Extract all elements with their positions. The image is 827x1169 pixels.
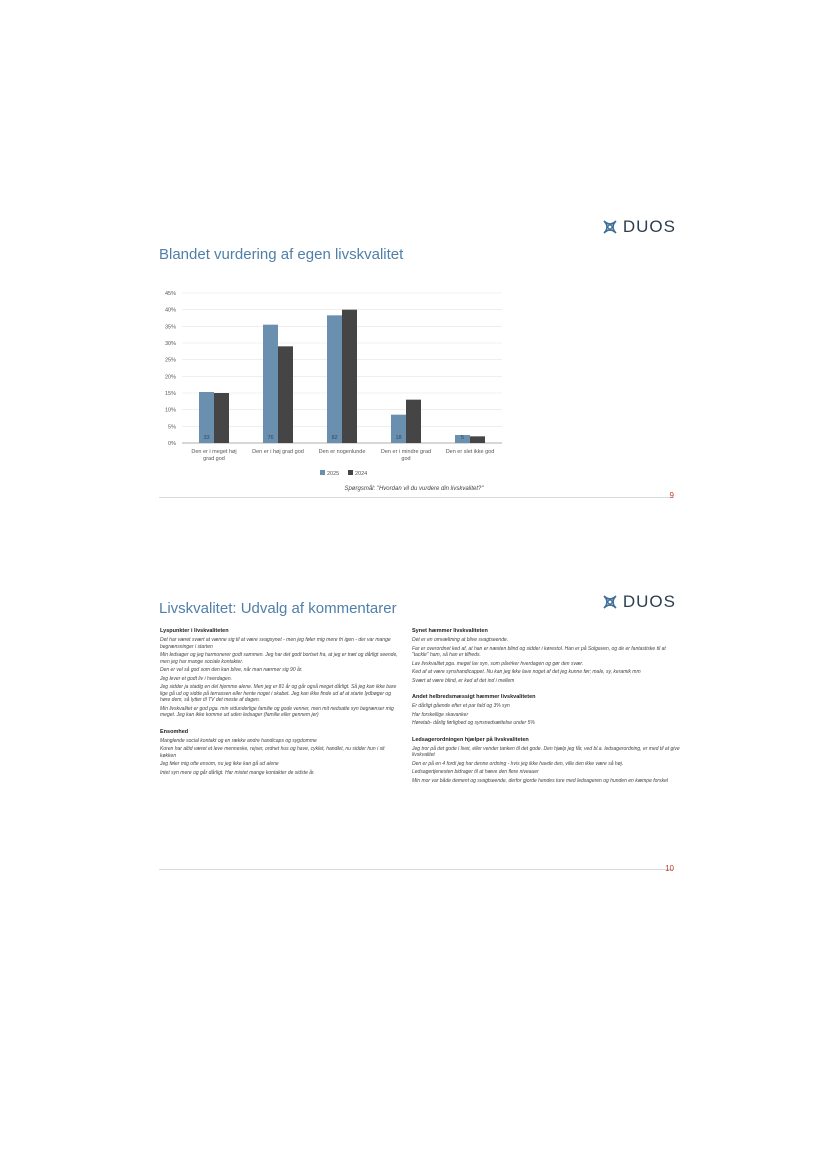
y-tick-label: 25% xyxy=(164,357,176,364)
comment-line: Koren har altid været et leve menneske, rejser, ordnet hus og have, cyklet, handlet, nu sidder hun i sit køkken xyxy=(160,746,385,759)
legend-swatch-2025 xyxy=(320,470,325,475)
comment-line: Jeg tror på det gode i livet, eller vender tanken til det gode. Den hjælp jeg får, ved bl.a. ledsagerordning, er med til at give livskvalitet xyxy=(412,745,680,758)
comment-line: Er dårligt gående efter et par fald og 3% syn xyxy=(412,703,510,709)
section-heading: Synet hæmmer livskvaliteten xyxy=(412,628,488,634)
bar-2025 xyxy=(327,315,342,443)
y-tick-label: 5% xyxy=(168,424,176,431)
comment-line: Min livskvalitet er god pga. min vidunderlige familie og gode venner, men mit nedsatte syn begrænser mig meget. Jeg kan ikke komme ud uden ledsager (familie eller gennem jer) xyxy=(160,705,394,718)
comment-line: Den er vel så god som den kan blive, når man nærmer sig 90 år. xyxy=(160,667,303,673)
x-tick-label: Den er i høj grad god xyxy=(252,449,304,455)
comment-line: Ledsagertjenesten bidrager til at hæve den flere niveauer xyxy=(412,769,539,775)
duos-logo xyxy=(601,217,676,237)
y-tick-label: 35% xyxy=(164,324,176,331)
legend-swatch-2024 xyxy=(348,470,353,475)
page-number: 9 xyxy=(669,491,674,500)
y-tick-label: 40% xyxy=(164,307,176,314)
data-label: 33 xyxy=(203,435,210,441)
logo-text: DUOS xyxy=(622,592,676,611)
duos-logo-icon xyxy=(601,593,619,611)
comments-left-column xyxy=(160,628,400,786)
bar-chart xyxy=(140,285,688,480)
comment-section xyxy=(160,729,400,777)
bar-2024 xyxy=(470,436,485,443)
x-tick-label: grad god xyxy=(203,456,225,462)
comment-line: Lav livskvalitet pga. meget lav syn, som påvirker hverdagen og gør den svær. xyxy=(412,660,584,667)
y-tick-label: 20% xyxy=(164,374,176,381)
comment-line: Far er overordnet ked af, at han er næsten blind og sidder i kørestol. Han er på Solgaven, og de er fantastiske til at "tackle" ham, så han er tilfreds. xyxy=(412,645,666,658)
y-tick-label: 15% xyxy=(164,391,176,397)
slide-comments xyxy=(140,580,688,880)
comment-line: Min ledsager og jeg harmonerer godt sammen. Jeg har det godt bortset fra, at jeg er træt og dårligt seende, men jeg har mange sociale kontakter. xyxy=(160,652,398,665)
bar-2024 xyxy=(342,310,357,443)
data-label: 76 xyxy=(267,435,274,441)
x-tick-label: Den er nogenlunde xyxy=(318,449,366,455)
survey-question: Spørgsmål: "Hvordan vil du vurdere din livskvalitet?" xyxy=(344,486,484,492)
comment-section xyxy=(160,628,400,719)
section-heading: Andet helbredsmæssigt hæmmer livskvaliteten xyxy=(412,694,536,700)
legend-label: 2024 xyxy=(355,471,368,477)
data-label: 82 xyxy=(331,435,338,441)
y-tick-label: 45% xyxy=(164,291,176,297)
comment-line: Jeg sidder ja stadig en del hjemme alene. Men jeg er 81 år og går også meget dårligt. Så jeg kan ikke bare lige gå ud og sidde på terrassen eller hente noget i skabet. Jeg kan ikke finde ud af at starte lydbøger og høre dem, så lytter til TV det meste af dagen. xyxy=(160,684,397,703)
section-heading: Lyspunkter i livskvaliteten xyxy=(160,628,229,634)
slide-chart xyxy=(140,205,688,510)
y-tick-label: 30% xyxy=(164,341,176,347)
y-tick-label: 0% xyxy=(168,441,176,447)
duos-logo xyxy=(601,592,676,612)
footer-divider xyxy=(159,497,674,498)
duos-logo-icon xyxy=(601,218,619,236)
data-label: 18 xyxy=(395,435,402,441)
comment-line: Har forskellige skavanker xyxy=(412,711,469,718)
comment-line: Den er på en 4 fordi jeg har denne ordning - hvis jeg ikke havde den, ville den ikke være så høj. xyxy=(412,760,624,767)
y-tick-label: 10% xyxy=(164,407,176,414)
slide-title: Livskvalitet: Udvalg af kommentarer xyxy=(159,600,397,617)
comment-line: Min mor var både dement og svagtseende, derfor gjorde hendes ture med ledsageren og hunden en kæmpe forskel xyxy=(412,777,668,784)
legend-label: 2025 xyxy=(327,471,340,477)
comment-section xyxy=(412,737,682,785)
footer-divider xyxy=(159,869,674,870)
bar-2024 xyxy=(214,393,229,443)
section-heading: Ensomhed xyxy=(160,728,189,735)
comment-line: Høretab- dårlig førlighed og synsnedsættelse under 5% xyxy=(412,720,535,726)
data-label: 5 xyxy=(460,435,465,441)
slide-title: Blandet vurdering af egen livskvalitet xyxy=(159,246,404,263)
comment-line: Svært at være blind, er ked af det ind i mellem xyxy=(412,677,515,684)
page-number: 10 xyxy=(665,864,674,873)
x-tick-label: Den er i mindre grad xyxy=(380,449,432,455)
comment-line: Det har været svært at vænne sig til at være svagsynet - men jeg føler mig mere fri igen - der var mange begrænsninger i starten xyxy=(160,637,391,650)
comment-line: Ked af at være synshandicappet. Nu kan jeg ikke lave noget af det jeg kunne før; male, sy, keramik mm xyxy=(412,669,641,675)
comment-line: Intet syn mere og går dårligt. Har mistet mange kontakter de sidste år. xyxy=(160,769,315,776)
section-heading: Ledsagerordningen hjælper på livskvaliteten xyxy=(412,736,529,743)
comment-section xyxy=(412,694,682,727)
x-tick-label: god xyxy=(401,456,411,462)
bar-2024 xyxy=(278,346,293,443)
x-tick-label: Den er i meget høj xyxy=(191,449,237,455)
comment-line: Jeg lever et godt liv i hverdagen. xyxy=(160,675,232,682)
comment-line: Jeg føler mig ofte ensom, nu jeg ikke kan gå ud alene xyxy=(160,761,279,767)
bar-2024 xyxy=(406,400,421,443)
x-tick-label: Den er slet ikke god xyxy=(445,449,495,455)
bar-2025 xyxy=(263,325,278,443)
comments-right-column xyxy=(412,628,682,794)
comment-line: Manglende social kontakt og en række andre handicaps og sygdomme xyxy=(160,737,317,744)
comment-line: Det er en omvæltning at blive svagtseende. xyxy=(412,637,509,643)
logo-text: DUOS xyxy=(622,217,676,236)
comment-section xyxy=(412,628,682,684)
